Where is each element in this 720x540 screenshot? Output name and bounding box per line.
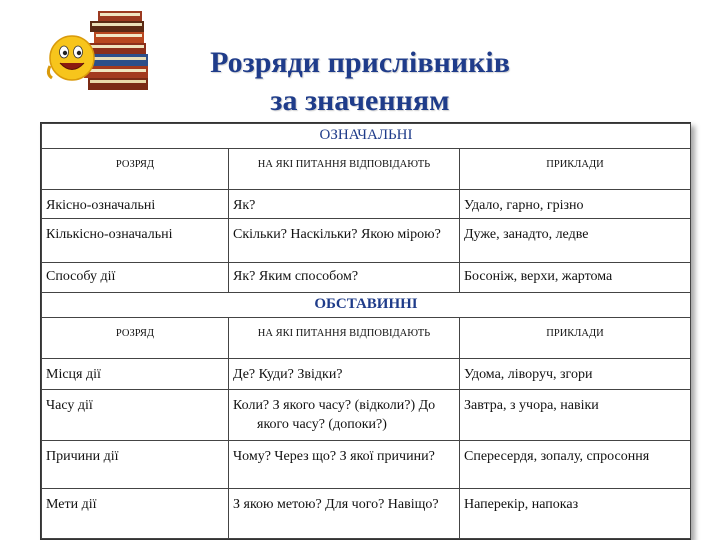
cell-pytannia: Коли? З якого часу? (відколи?) До якого часу? (допоки?) <box>229 390 460 441</box>
table-row <box>42 219 691 263</box>
column-header-rozriad: РОЗРЯД <box>42 318 229 359</box>
cell-rozriad: Способу дії <box>42 263 229 293</box>
cell-rozriad: Мети дії <box>42 489 229 539</box>
table-row <box>42 190 691 219</box>
page-title <box>150 44 570 120</box>
cell-pryklady: Завтра, з учора, навіки <box>460 390 691 441</box>
cell-pryklady: Спересердя, зопалу, спросоння <box>460 441 691 489</box>
column-header-pytannia: НА ЯКІ ПИТАННЯ ВІДПОВІДАЮТЬ <box>229 149 460 190</box>
cell-rozriad: Кількісно-означальні <box>42 219 229 263</box>
cell-rozriad: Якісно-означальні <box>42 190 229 219</box>
cell-pytannia: Як? <box>229 190 460 219</box>
column-header-pryklady: ПРИКЛАДИ <box>460 318 691 359</box>
cell-pytannia: З якою метою? Для чого? Навіщо? <box>229 489 460 539</box>
cell-pryklady: Удома, ліворуч, згори <box>460 359 691 390</box>
table-row <box>42 263 691 293</box>
column-header-rozriad: РОЗРЯД <box>42 149 229 190</box>
column-header-pytannia: НА ЯКІ ПИТАННЯ ВІДПОВІДАЮТЬ <box>229 318 460 359</box>
section-title-oznachalni: ОЗНАЧАЛЬНІ <box>42 124 691 149</box>
table-row <box>42 359 691 390</box>
title-line-1: Розряди прислівників <box>210 46 510 79</box>
table-row <box>42 390 691 441</box>
cell-pytannia: Як? Яким способом? <box>229 263 460 293</box>
adverbs-table <box>40 122 691 540</box>
cell-pryklady: Наперекір, напоказ <box>460 489 691 539</box>
column-header-pryklady: ПРИКЛАДИ <box>460 149 691 190</box>
table-row <box>42 489 691 539</box>
cell-pryklady: Босоніж, верхи, жартома <box>460 263 691 293</box>
cell-rozriad: Причини дії <box>42 441 229 489</box>
cell-pytannia: Де? Куди? Звідки? <box>229 359 460 390</box>
section-title-obstavynni: ОБСТАВИННІ <box>42 293 691 318</box>
books-smiley-icon <box>42 8 154 96</box>
cell-pryklady: Удало, гарно, грізно <box>460 190 691 219</box>
cell-pytannia: Чому? Через що? З якої причини? <box>229 441 460 489</box>
title-line-2: за значенням <box>270 84 450 117</box>
table-row <box>42 441 691 489</box>
cell-rozriad: Місця дії <box>42 359 229 390</box>
cell-pytannia: Скільки? Наскільки? Якою мірою? <box>229 219 460 263</box>
cell-pryklady: Дуже, занадто, ледве <box>460 219 691 263</box>
cell-rozriad: Часу дії <box>42 390 229 441</box>
